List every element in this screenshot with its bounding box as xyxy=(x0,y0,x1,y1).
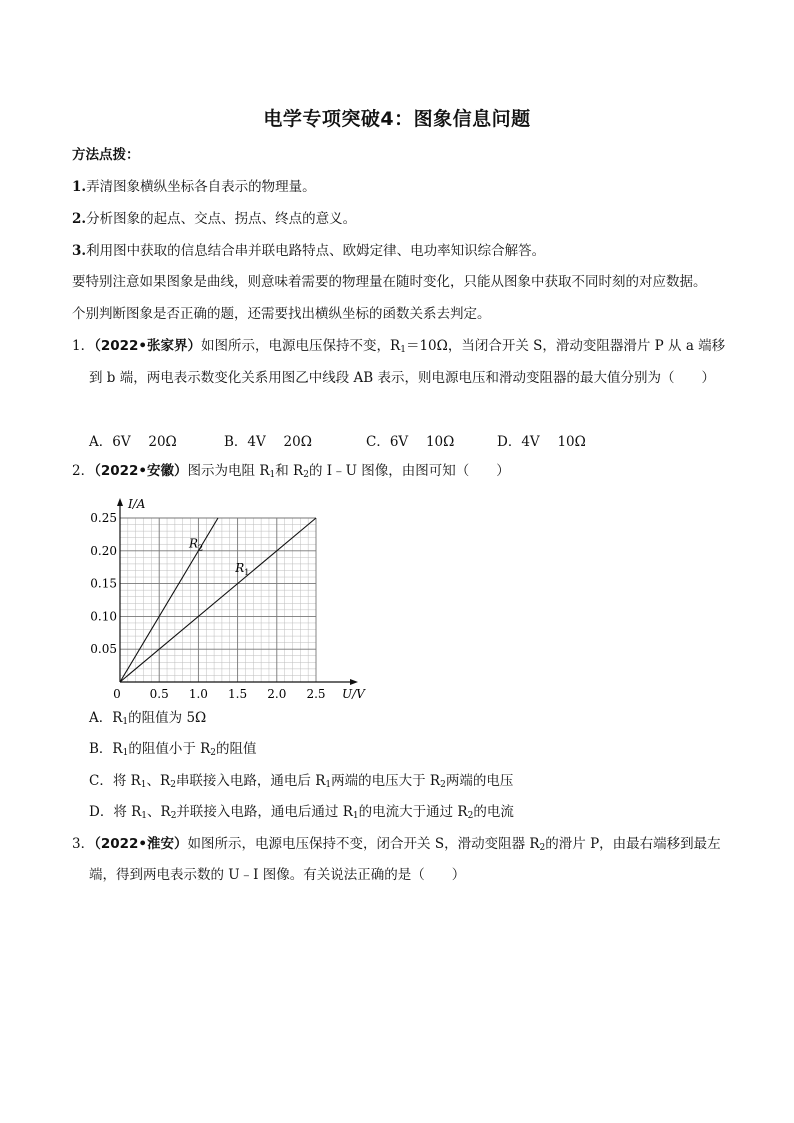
option-text: 、R xyxy=(146,773,171,789)
option-text: 、R xyxy=(147,804,171,820)
subscript: 1 xyxy=(140,780,147,790)
question-text: 的 I﹣U 图像，由图可知（ ） xyxy=(308,463,510,479)
series-label-letter: R xyxy=(188,536,199,551)
option-text: 的阻值为 5Ω xyxy=(128,710,207,726)
subscript: 1 xyxy=(325,780,332,790)
y-tick-label: 0.10 xyxy=(90,609,117,624)
x-tick-label: 1.0 xyxy=(188,687,208,701)
question-source: （2022•淮安） xyxy=(94,836,188,852)
tip-3 xyxy=(72,242,545,260)
subscript: 2 xyxy=(210,748,217,758)
question-text: 如图所示，电源电压保持不变，R xyxy=(201,338,401,354)
x-tick-label: 2.5 xyxy=(306,687,326,701)
tip-2 xyxy=(72,210,356,228)
y-tick-label: 0.05 xyxy=(90,642,117,657)
series-label-subscript: 2 xyxy=(198,543,204,553)
subscript: 2 xyxy=(170,780,176,790)
subscript: 1 xyxy=(122,748,129,758)
option-text: 的电流 xyxy=(473,804,514,820)
question-number: 3． xyxy=(72,836,95,852)
option-text: 并联接入电路，通电后通过 R xyxy=(176,804,353,820)
subscript: 1 xyxy=(352,811,359,821)
x-axis-label: U/V xyxy=(342,687,365,701)
subscript: 2 xyxy=(467,811,474,821)
question-3-line-2: 端，得到两电表示数的 U﹣I 图像。有关说法正确的是（ ） xyxy=(89,867,466,883)
option-c: C．6V 10Ω xyxy=(366,434,455,450)
question-text: 和 R xyxy=(275,463,304,479)
series-label-letter: R xyxy=(235,560,245,575)
y-tick-label: 0.20 xyxy=(90,543,117,558)
i-u-graph xyxy=(88,492,388,704)
tip-number: 1. xyxy=(72,179,87,195)
x-tick-label: 2.0 xyxy=(267,687,287,701)
subscript: 2 xyxy=(303,470,309,480)
series-line-r2 xyxy=(120,518,218,682)
series-label-r2 xyxy=(188,537,203,553)
question-text: 的滑片 P，由最右端移到最左 xyxy=(545,836,721,852)
tip-text: 弄清图象横纵坐标各自表示的物理量。 xyxy=(86,179,316,195)
note-1: 要特别注意如果图象是曲线，则意味着需要的物理量在随时变化，只能从图象中获取不同时刻的对应数据。 xyxy=(72,274,707,290)
method-heading: 方法点拨： xyxy=(72,147,140,163)
question-2-option-a xyxy=(89,709,206,731)
question-number: 1． xyxy=(72,338,95,354)
subscript: 1 xyxy=(122,717,129,727)
question-text: ＝10Ω，当闭合开关 S，滑动变阻器滑片 P 从 a 端移 xyxy=(405,338,726,354)
question-2-line-1 xyxy=(72,462,510,484)
note-2: 个别判断图象是否正确的题，还需要找出横纵坐标的函数关系去判定。 xyxy=(72,306,491,322)
option-a: A．6V 20Ω xyxy=(89,434,177,450)
option-text: A．R xyxy=(89,710,123,726)
option-text: 的阻值小于 R xyxy=(128,741,211,757)
y-tick-label: 0.15 xyxy=(90,576,117,591)
x-tick-label: 0 xyxy=(113,687,121,701)
series-lines xyxy=(120,518,316,682)
subscript: 2 xyxy=(170,811,177,821)
question-source: （2022•张家界） xyxy=(94,338,202,354)
option-text: B．R xyxy=(89,741,123,757)
option-text: C．将 R xyxy=(89,773,141,789)
option-text: 两端的电压大于 R xyxy=(331,773,441,789)
y-axis-arrow xyxy=(117,498,123,506)
tip-text: 利用图中获取的信息结合串并联电路特点、欧姆定律、电功率知识综合解答。 xyxy=(86,243,546,259)
option-b: B．4V 20Ω xyxy=(224,434,312,450)
question-text: 图示为电阻 R xyxy=(187,463,270,479)
option-text: 两端的电压 xyxy=(445,773,514,789)
tip-number: 3. xyxy=(72,243,87,259)
series-label-subscript: 1 xyxy=(244,567,250,577)
question-2-option-d xyxy=(89,803,514,825)
option-text: 的阻值 xyxy=(216,741,257,757)
x-tick-label: 0.5 xyxy=(149,687,169,701)
question-1-line-2: 到 b 端，两电表示数变化关系用图乙中线段 AB 表示，则电源电压和滑动变阻器的最大值分别为（ ） xyxy=(89,370,715,386)
option-text: D．将 R xyxy=(89,804,142,820)
question-2-option-c xyxy=(89,772,513,794)
page-title: 电学专项突破4：图象信息问题 xyxy=(263,108,531,130)
subscript: 1 xyxy=(269,470,276,480)
option-d: D．4V 10Ω xyxy=(497,434,586,450)
subscript: 1 xyxy=(400,345,406,355)
subscript: 2 xyxy=(539,843,546,853)
question-text: 如图所示，电源电压保持不变，闭合开关 S，滑动变阻器 R xyxy=(187,836,540,852)
subscript: 1 xyxy=(141,811,148,821)
tip-number: 2. xyxy=(72,211,87,227)
option-text: 的电流大于通过 R xyxy=(358,804,468,820)
y-tick-label: 0.25 xyxy=(90,511,117,525)
question-3-line-1 xyxy=(72,835,721,857)
question-number: 2． xyxy=(72,463,95,479)
tip-1 xyxy=(72,178,316,196)
y-axis-label: I/A xyxy=(128,497,146,511)
series-label-r1 xyxy=(234,561,249,577)
x-tick-label: 1.5 xyxy=(228,687,248,701)
question-1-line-1 xyxy=(72,337,725,359)
question-2-option-b xyxy=(89,740,257,762)
option-text: 串联接入电路，通电后 R xyxy=(175,773,326,789)
x-axis-arrow xyxy=(350,679,358,685)
question-source: （2022•安徽） xyxy=(94,463,188,479)
subscript: 2 xyxy=(440,780,446,790)
tip-text: 分析图象的起点、交点、拐点、终点的意义。 xyxy=(86,211,357,227)
series-line-r1 xyxy=(120,518,316,682)
